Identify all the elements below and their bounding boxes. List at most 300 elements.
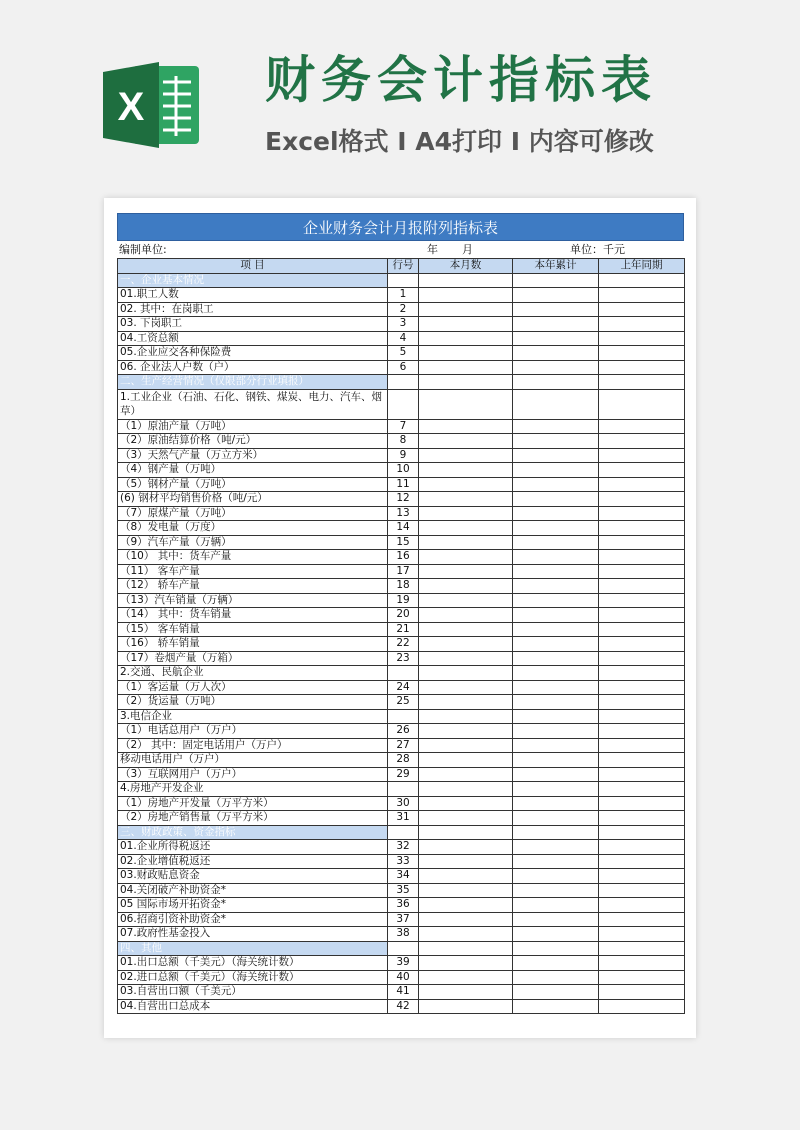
month-value-cell[interactable] (419, 579, 513, 594)
month-value-cell[interactable] (419, 622, 513, 637)
month-value-cell[interactable] (419, 448, 513, 463)
last-year-value-cell[interactable] (599, 753, 685, 768)
ytd-value-cell[interactable] (513, 854, 599, 869)
ytd-value-cell[interactable] (513, 360, 599, 375)
last-year-value-cell[interactable] (599, 970, 685, 985)
last-year-value-cell[interactable] (599, 360, 685, 375)
month-value-cell[interactable] (419, 593, 513, 608)
month-value-cell[interactable] (419, 564, 513, 579)
table-row (118, 477, 685, 492)
row-number-cell (388, 709, 419, 724)
row-item-cell: 04.自营出口总成本 (118, 999, 388, 1014)
ytd-value-cell[interactable] (513, 521, 599, 536)
ytd-value-cell[interactable] (513, 317, 599, 332)
month-value-cell[interactable] (419, 709, 513, 724)
row-number-cell: 31 (388, 811, 419, 826)
last-year-value-cell[interactable] (599, 651, 685, 666)
ytd-value-cell[interactable] (513, 724, 599, 739)
ytd-value-cell[interactable] (513, 869, 599, 884)
last-year-value-cell[interactable] (599, 738, 685, 753)
last-year-value-cell[interactable] (599, 288, 685, 303)
ytd-value-cell[interactable] (513, 956, 599, 971)
month-label: 月 (462, 243, 473, 256)
month-value-cell[interactable] (419, 970, 513, 985)
row-item-cell: 04.工资总额 (118, 331, 388, 346)
last-year-value-cell[interactable] (599, 346, 685, 361)
ytd-value-cell[interactable] (513, 811, 599, 826)
ytd-value-cell[interactable] (513, 883, 599, 898)
row-item-cell: （1）房地产开发量（万平方米） (118, 796, 388, 811)
table-row (118, 579, 685, 594)
month-value-cell[interactable] (419, 883, 513, 898)
row-item-cell: （1）电话总用户（万户） (118, 724, 388, 739)
table-row (118, 782, 685, 797)
month-value-cell[interactable] (419, 317, 513, 332)
table-row (118, 593, 685, 608)
last-year-value-cell[interactable] (599, 854, 685, 869)
ytd-value-cell[interactable] (513, 463, 599, 478)
last-year-value-cell[interactable] (599, 883, 685, 898)
row-number-cell: 40 (388, 970, 419, 985)
last-year-value-cell[interactable] (599, 389, 685, 419)
month-value-cell[interactable] (419, 273, 513, 288)
last-year-value-cell[interactable] (599, 535, 685, 550)
excel-logo-icon (103, 60, 201, 150)
row-number-cell: 9 (388, 448, 419, 463)
row-number-cell: 13 (388, 506, 419, 521)
month-value-cell[interactable] (419, 302, 513, 317)
month-value-cell[interactable] (419, 912, 513, 927)
ytd-value-cell[interactable] (513, 608, 599, 623)
ytd-value-cell[interactable] (513, 477, 599, 492)
row-item-cell: 一、企业基本情况 (118, 273, 388, 288)
table-row (118, 709, 685, 724)
row-item-cell: 03. 下岗职工 (118, 317, 388, 332)
ytd-value-cell[interactable] (513, 637, 599, 652)
ytd-value-cell[interactable] (513, 593, 599, 608)
last-year-value-cell[interactable] (599, 302, 685, 317)
month-value-cell[interactable] (419, 738, 513, 753)
month-value-cell[interactable] (419, 724, 513, 739)
section-row (118, 941, 685, 956)
last-year-value-cell[interactable] (599, 767, 685, 782)
ytd-value-cell[interactable] (513, 680, 599, 695)
row-item-cell: （9）汽车产量（万辆） (118, 535, 388, 550)
month-value-cell[interactable] (419, 506, 513, 521)
row-number-cell: 21 (388, 622, 419, 637)
ytd-value-cell[interactable] (513, 389, 599, 419)
row-item-cell: （2）原油结算价格（吨/元） (118, 434, 388, 449)
month-value-cell[interactable] (419, 331, 513, 346)
row-number-cell (388, 666, 419, 681)
ytd-value-cell[interactable] (513, 302, 599, 317)
table-row (118, 360, 685, 375)
last-year-value-cell[interactable] (599, 593, 685, 608)
row-item-cell: （2）货运量（万吨） (118, 695, 388, 710)
ytd-value-cell[interactable] (513, 506, 599, 521)
table-row (118, 883, 685, 898)
last-year-value-cell[interactable] (599, 564, 685, 579)
month-value-cell[interactable] (419, 360, 513, 375)
last-year-value-cell[interactable] (599, 434, 685, 449)
table-row (118, 927, 685, 942)
table-row (118, 564, 685, 579)
ytd-value-cell[interactable] (513, 825, 599, 840)
row-number-cell: 8 (388, 434, 419, 449)
row-item-cell: 1.工业企业（石油、石化、钢铁、煤炭、电力、汽车、烟草） (118, 389, 388, 419)
ytd-value-cell[interactable] (513, 738, 599, 753)
table-row (118, 898, 685, 913)
table-row (118, 956, 685, 971)
column-header-row-no: 行号 (388, 259, 419, 274)
table-row (118, 535, 685, 550)
table-row (118, 506, 685, 521)
month-value-cell[interactable] (419, 753, 513, 768)
row-number-cell: 38 (388, 927, 419, 942)
last-year-value-cell[interactable] (599, 927, 685, 942)
month-value-cell[interactable] (419, 796, 513, 811)
spreadsheet (117, 213, 684, 1014)
table-row (118, 550, 685, 565)
table-row (118, 999, 685, 1014)
ytd-value-cell[interactable] (513, 970, 599, 985)
row-number-cell: 10 (388, 463, 419, 478)
ytd-value-cell[interactable] (513, 448, 599, 463)
month-value-cell[interactable] (419, 840, 513, 855)
table-row (118, 854, 685, 869)
ytd-value-cell[interactable] (513, 492, 599, 507)
ytd-value-cell[interactable] (513, 985, 599, 1000)
ytd-value-cell[interactable] (513, 579, 599, 594)
ytd-value-cell[interactable] (513, 709, 599, 724)
last-year-value-cell[interactable] (599, 273, 685, 288)
ytd-value-cell[interactable] (513, 927, 599, 942)
month-value-cell[interactable] (419, 999, 513, 1014)
row-item-cell: 四、其他 (118, 941, 388, 956)
row-item-cell: （17）卷烟产量（万箱） (118, 651, 388, 666)
row-number-cell: 17 (388, 564, 419, 579)
logo-letter: X (117, 85, 145, 129)
ytd-value-cell[interactable] (513, 912, 599, 927)
row-item-cell: （3）互联网用户（万户） (118, 767, 388, 782)
ytd-value-cell[interactable] (513, 840, 599, 855)
table-row (118, 448, 685, 463)
table-row (118, 869, 685, 884)
month-value-cell[interactable] (419, 985, 513, 1000)
page-title: 财务会计指标表 (265, 51, 657, 109)
last-year-value-cell[interactable] (599, 956, 685, 971)
table-row (118, 840, 685, 855)
ytd-value-cell[interactable] (513, 898, 599, 913)
ytd-value-cell[interactable] (513, 273, 599, 288)
table-row (118, 521, 685, 536)
row-item-cell: （7）原煤产量（万吨） (118, 506, 388, 521)
row-number-cell: 14 (388, 521, 419, 536)
row-item-cell: （2） 其中：固定电话用户（万户） (118, 738, 388, 753)
month-value-cell[interactable] (419, 389, 513, 419)
month-value-cell[interactable] (419, 346, 513, 361)
month-value-cell[interactable] (419, 927, 513, 942)
row-item-cell: 02.进口总额（千美元）（海关统计数） (118, 970, 388, 985)
ytd-value-cell[interactable] (513, 346, 599, 361)
table-row (118, 288, 685, 303)
row-number-cell: 37 (388, 912, 419, 927)
table-row (118, 985, 685, 1000)
table-row (118, 608, 685, 623)
table-row (118, 970, 685, 985)
row-item-cell: （5）钢材产量（万吨） (118, 477, 388, 492)
row-item-cell: （1）客运量（万人次） (118, 680, 388, 695)
table-row (118, 346, 685, 361)
sheet-title: 企业财务会计月报附列指标表 (117, 213, 684, 241)
row-item-cell: （1）原油产量（万吨） (118, 419, 388, 434)
row-number-cell: 4 (388, 331, 419, 346)
row-number-cell: 23 (388, 651, 419, 666)
ytd-value-cell[interactable] (513, 666, 599, 681)
ytd-value-cell[interactable] (513, 796, 599, 811)
last-year-value-cell[interactable] (599, 840, 685, 855)
row-item-cell: 二、生产经营情况（仅限部分行业填报） (118, 375, 388, 390)
last-year-value-cell[interactable] (599, 550, 685, 565)
unit-prefix-label: 编制单位: (119, 243, 167, 256)
last-year-value-cell[interactable] (599, 811, 685, 826)
month-value-cell[interactable] (419, 869, 513, 884)
row-item-cell: 02.企业增值税返还 (118, 854, 388, 869)
last-year-value-cell[interactable] (599, 492, 685, 507)
row-number-cell: 30 (388, 796, 419, 811)
year-label: 年 (427, 243, 438, 256)
month-value-cell[interactable] (419, 375, 513, 390)
last-year-value-cell[interactable] (599, 331, 685, 346)
ytd-value-cell[interactable] (513, 941, 599, 956)
row-number-cell: 41 (388, 985, 419, 1000)
ytd-value-cell[interactable] (513, 999, 599, 1014)
row-number-cell: 25 (388, 695, 419, 710)
ytd-value-cell[interactable] (513, 419, 599, 434)
table-row (118, 695, 685, 710)
row-item-cell: （10） 其中：货车产量 (118, 550, 388, 565)
row-item-cell: 06.招商引资补助资金* (118, 912, 388, 927)
ytd-value-cell[interactable] (513, 434, 599, 449)
ytd-value-cell[interactable] (513, 550, 599, 565)
last-year-value-cell[interactable] (599, 898, 685, 913)
month-value-cell[interactable] (419, 898, 513, 913)
row-item-cell: 01.企业所得税返还 (118, 840, 388, 855)
row-item-cell: （12） 轿车产量 (118, 579, 388, 594)
last-year-value-cell[interactable] (599, 463, 685, 478)
ytd-value-cell[interactable] (513, 288, 599, 303)
row-item-cell: 3.电信企业 (118, 709, 388, 724)
section-row (118, 825, 685, 840)
row-number-cell: 1 (388, 288, 419, 303)
row-item-cell: （16） 轿车销量 (118, 637, 388, 652)
table-row (118, 389, 685, 419)
month-value-cell[interactable] (419, 782, 513, 797)
last-year-value-cell[interactable] (599, 506, 685, 521)
table-row (118, 666, 685, 681)
last-year-value-cell[interactable] (599, 680, 685, 695)
last-year-value-cell[interactable] (599, 521, 685, 536)
row-number-cell: 33 (388, 854, 419, 869)
table-row (118, 434, 685, 449)
last-year-value-cell[interactable] (599, 782, 685, 797)
month-value-cell[interactable] (419, 680, 513, 695)
ytd-value-cell[interactable] (513, 767, 599, 782)
last-year-value-cell[interactable] (599, 941, 685, 956)
last-year-value-cell[interactable] (599, 709, 685, 724)
row-number-cell: 11 (388, 477, 419, 492)
row-item-cell: 三、财政政策、资金指标 (118, 825, 388, 840)
month-value-cell[interactable] (419, 956, 513, 971)
last-year-value-cell[interactable] (599, 579, 685, 594)
month-value-cell[interactable] (419, 463, 513, 478)
indicator-table (117, 258, 685, 1014)
table-row (118, 302, 685, 317)
table-row (118, 796, 685, 811)
table-row (118, 331, 685, 346)
column-header-month: 本月数 (419, 259, 513, 274)
last-year-value-cell[interactable] (599, 637, 685, 652)
table-row (118, 680, 685, 695)
ytd-value-cell[interactable] (513, 331, 599, 346)
row-item-cell: 04.关闭破产补助资金* (118, 883, 388, 898)
row-item-cell: 移动电话用户（万户） (118, 753, 388, 768)
ytd-value-cell[interactable] (513, 535, 599, 550)
table-row (118, 419, 685, 434)
row-item-cell: 01.职工人数 (118, 288, 388, 303)
row-item-cell: （3）天然气产量（万立方米） (118, 448, 388, 463)
row-item-cell: 02. 其中：在岗职工 (118, 302, 388, 317)
ytd-value-cell[interactable] (513, 564, 599, 579)
row-item-cell: 05.企业应交各种保险费 (118, 346, 388, 361)
table-row (118, 317, 685, 332)
last-year-value-cell[interactable] (599, 608, 685, 623)
last-year-value-cell[interactable] (599, 317, 685, 332)
row-item-cell: (6) 钢材平均销售价格（吨/元） (118, 492, 388, 507)
row-item-cell: 4.房地产开发企业 (118, 782, 388, 797)
row-item-cell: （2）房地产销售量（万平方米） (118, 811, 388, 826)
row-number-cell: 19 (388, 593, 419, 608)
row-number-cell: 39 (388, 956, 419, 971)
row-number-cell (388, 825, 419, 840)
row-item-cell: （8）发电量（万度） (118, 521, 388, 536)
row-number-cell (388, 941, 419, 956)
month-value-cell[interactable] (419, 695, 513, 710)
row-item-cell: 07.政府性基金投入 (118, 927, 388, 942)
month-value-cell[interactable] (419, 492, 513, 507)
row-item-cell: 03.财政贴息资金 (118, 869, 388, 884)
row-item-cell: 01.出口总额（千美元）（海关统计数） (118, 956, 388, 971)
row-number-cell (388, 375, 419, 390)
month-value-cell[interactable] (419, 941, 513, 956)
table-row (118, 637, 685, 652)
month-value-cell[interactable] (419, 288, 513, 303)
last-year-value-cell[interactable] (599, 622, 685, 637)
row-number-cell: 2 (388, 302, 419, 317)
sheet-meta (117, 241, 684, 258)
row-number-cell: 24 (388, 680, 419, 695)
month-value-cell[interactable] (419, 811, 513, 826)
last-year-value-cell[interactable] (599, 695, 685, 710)
row-number-cell: 20 (388, 608, 419, 623)
table-row (118, 724, 685, 739)
row-number-cell: 6 (388, 360, 419, 375)
last-year-value-cell[interactable] (599, 477, 685, 492)
last-year-value-cell[interactable] (599, 419, 685, 434)
row-number-cell: 27 (388, 738, 419, 753)
last-year-value-cell[interactable] (599, 375, 685, 390)
month-value-cell[interactable] (419, 767, 513, 782)
month-value-cell[interactable] (419, 854, 513, 869)
page-subtitle: Excel格式 I A4打印 I 内容可修改 (265, 127, 654, 156)
last-year-value-cell[interactable] (599, 724, 685, 739)
unit-label: 单位：千元 (570, 243, 625, 256)
month-value-cell[interactable] (419, 550, 513, 565)
table-row (118, 622, 685, 637)
month-value-cell[interactable] (419, 434, 513, 449)
month-value-cell[interactable] (419, 419, 513, 434)
last-year-value-cell[interactable] (599, 448, 685, 463)
row-number-cell: 15 (388, 535, 419, 550)
month-value-cell[interactable] (419, 825, 513, 840)
row-item-cell: （11） 客车产量 (118, 564, 388, 579)
ytd-value-cell[interactable] (513, 753, 599, 768)
row-item-cell: （13）汽车销量（万辆） (118, 593, 388, 608)
column-header-ytd: 本年累计 (513, 259, 599, 274)
table-row (118, 912, 685, 927)
row-number-cell: 34 (388, 869, 419, 884)
last-year-value-cell[interactable] (599, 869, 685, 884)
ytd-value-cell[interactable] (513, 782, 599, 797)
row-number-cell: 29 (388, 767, 419, 782)
row-number-cell: 28 (388, 753, 419, 768)
row-number-cell: 5 (388, 346, 419, 361)
month-value-cell[interactable] (419, 651, 513, 666)
row-number-cell: 35 (388, 883, 419, 898)
month-value-cell[interactable] (419, 477, 513, 492)
row-item-cell: 05 国际市场开拓资金* (118, 898, 388, 913)
row-number-cell: 22 (388, 637, 419, 652)
last-year-value-cell[interactable] (599, 985, 685, 1000)
table-row (118, 738, 685, 753)
ytd-value-cell[interactable] (513, 695, 599, 710)
row-item-cell: 2.交通、民航企业 (118, 666, 388, 681)
ytd-value-cell[interactable] (513, 651, 599, 666)
table-header-row (118, 259, 685, 274)
table-row (118, 492, 685, 507)
month-value-cell[interactable] (419, 521, 513, 536)
ytd-value-cell[interactable] (513, 375, 599, 390)
last-year-value-cell[interactable] (599, 796, 685, 811)
table-row (118, 651, 685, 666)
section-row (118, 273, 685, 288)
row-item-cell: 03.自营出口额（千美元） (118, 985, 388, 1000)
last-year-value-cell[interactable] (599, 999, 685, 1014)
last-year-value-cell[interactable] (599, 666, 685, 681)
month-value-cell[interactable] (419, 666, 513, 681)
last-year-value-cell[interactable] (599, 825, 685, 840)
row-number-cell: 32 (388, 840, 419, 855)
row-number-cell: 36 (388, 898, 419, 913)
month-value-cell[interactable] (419, 535, 513, 550)
row-number-cell: 3 (388, 317, 419, 332)
row-number-cell: 7 (388, 419, 419, 434)
row-number-cell (388, 273, 419, 288)
month-value-cell[interactable] (419, 637, 513, 652)
ytd-value-cell[interactable] (513, 622, 599, 637)
month-value-cell[interactable] (419, 608, 513, 623)
last-year-value-cell[interactable] (599, 912, 685, 927)
